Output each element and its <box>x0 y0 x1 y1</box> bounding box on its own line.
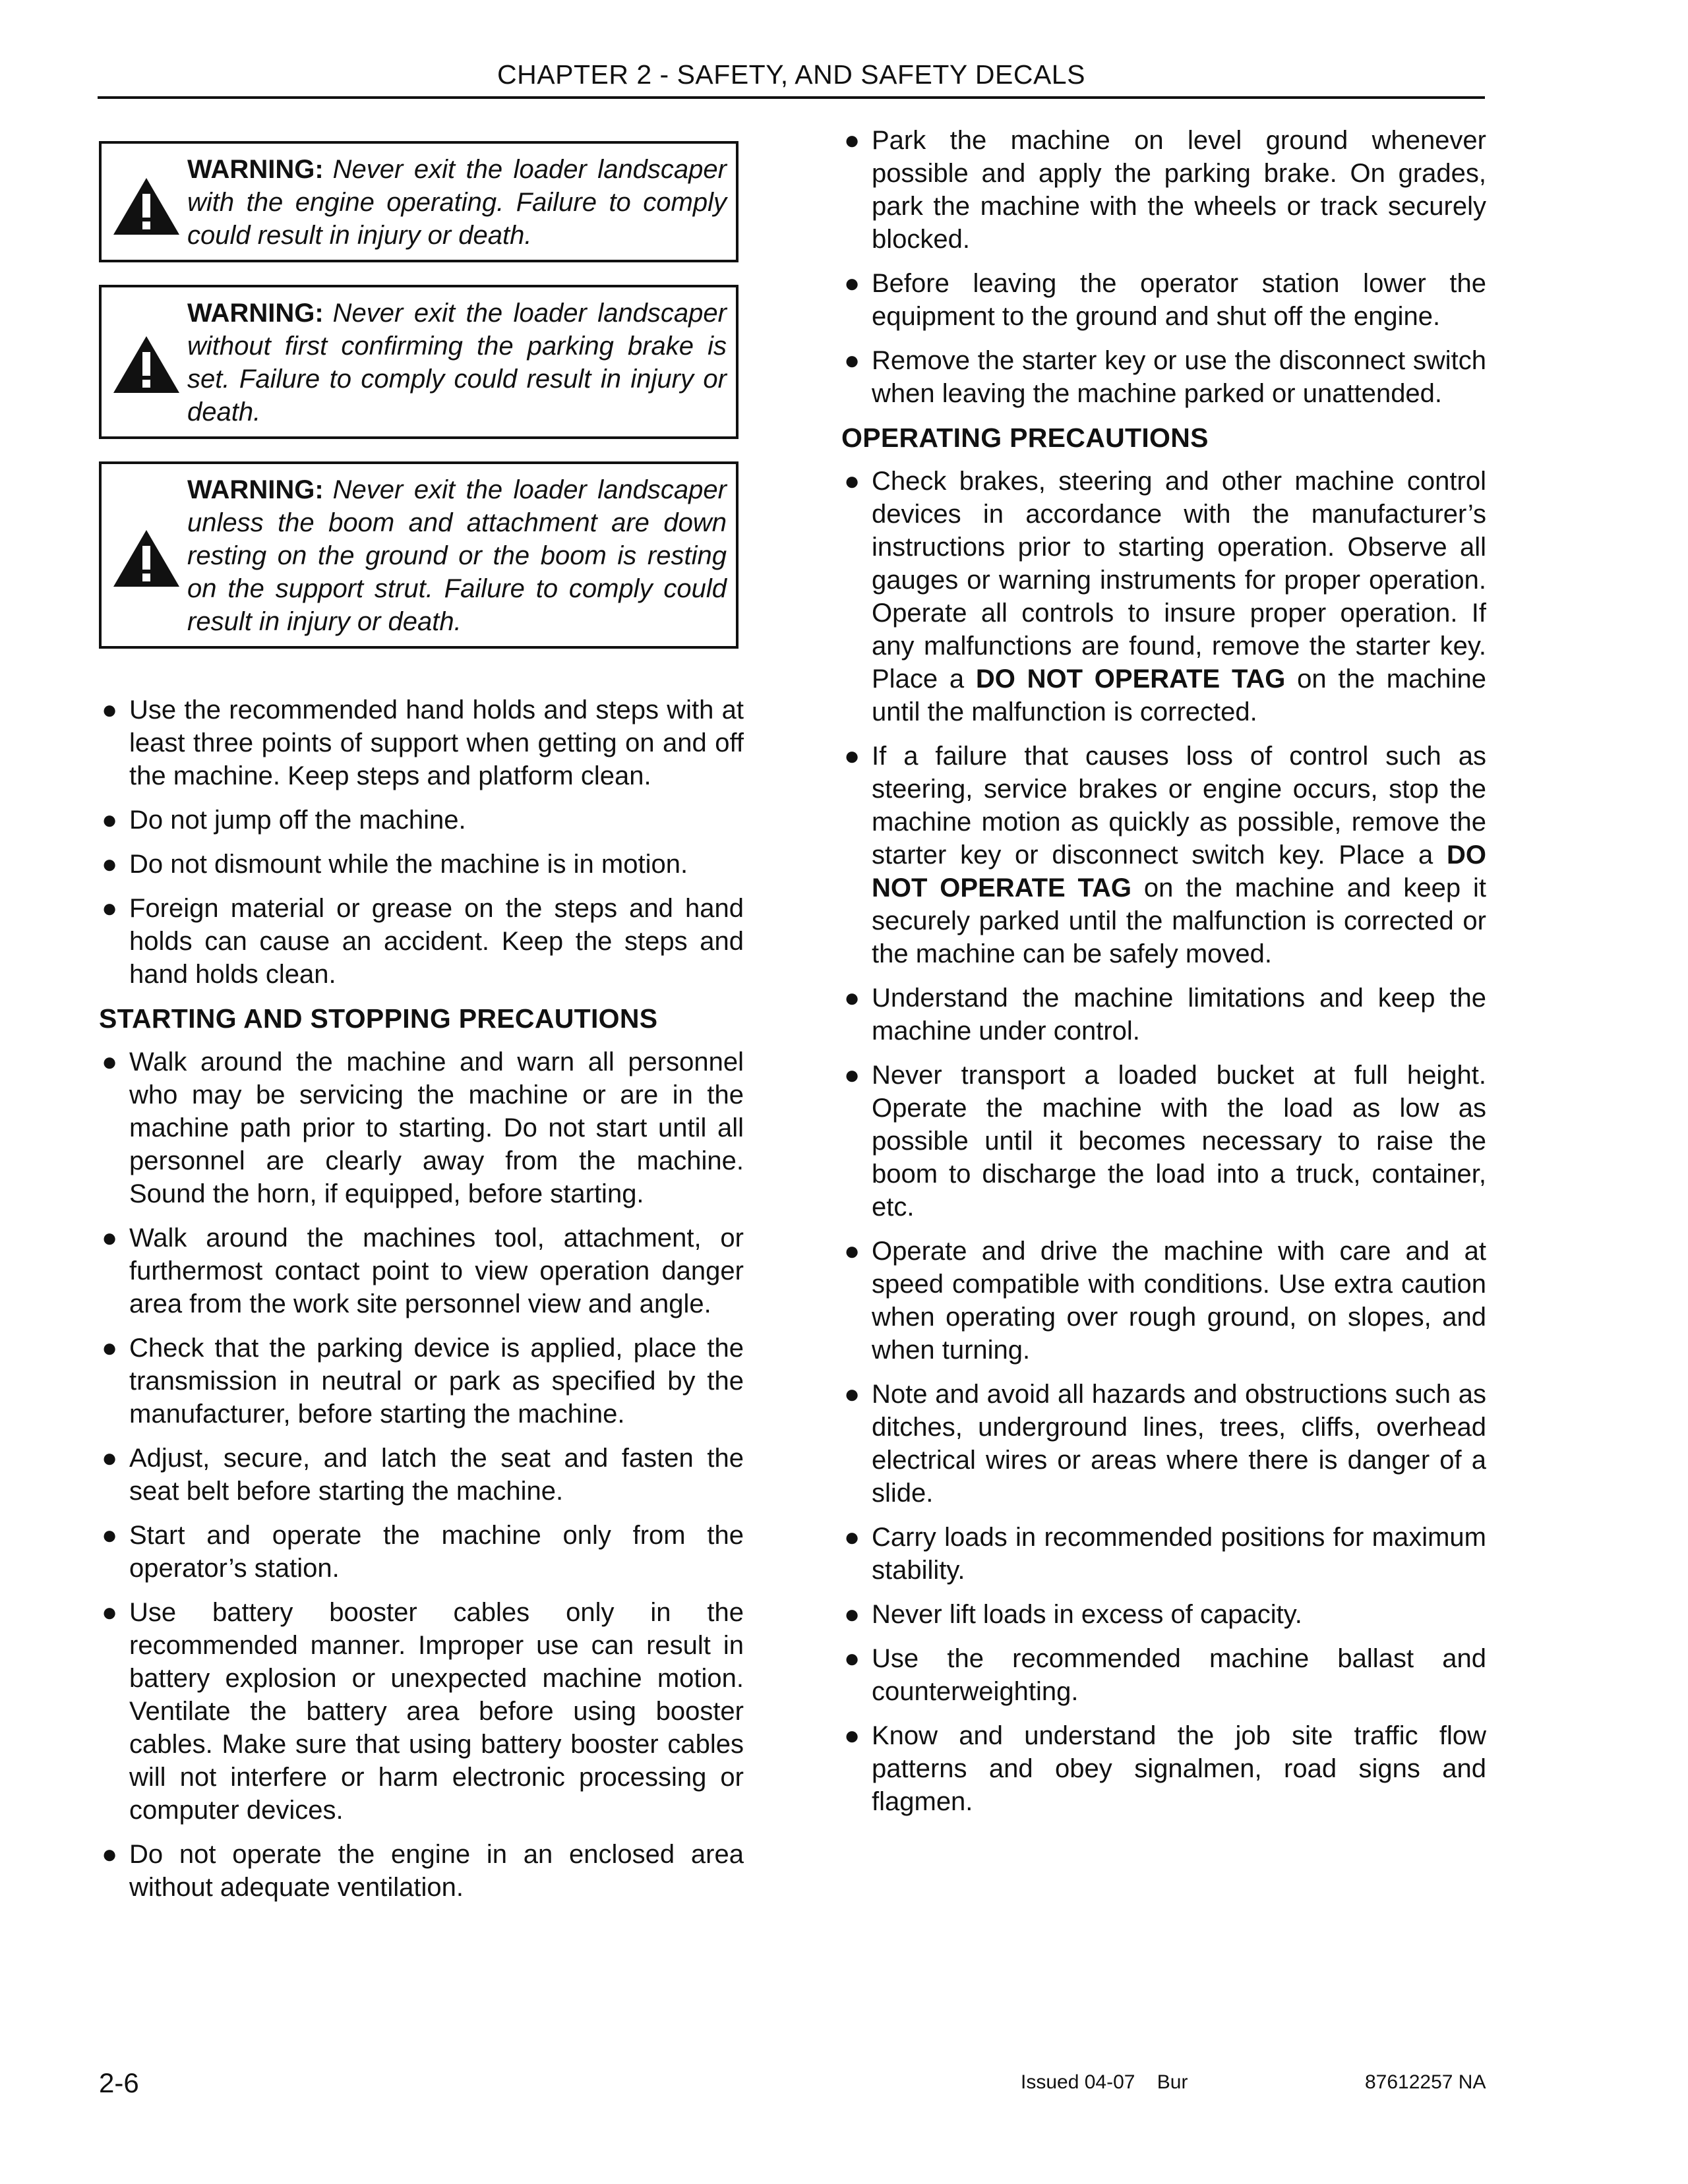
list-item: ● Never transport a loaded bucket at full height. Operate the machine with the load as low as possible until it becomes necessary to raise the boom to discharge the load into a truck, container, etc. <box>844 1061 1486 1222</box>
part-number: 87612257 NA <box>1365 2071 1486 2093</box>
operating-precautions-heading: OPERATING PRECAUTIONS <box>841 423 1209 453</box>
warning-box-1 <box>99 141 738 262</box>
list-item: ● Check brakes, steering and other machine control devices in accordance with the manufacturer’s instructions prior to starting operation. Observe all gauges or warning instruments for proper operation. Operate all controls to insure proper operation. If any malfunctions are found, remove the starter key. Place a DO NOT OPERATE TAG on the machine until the malfunction is corrected. <box>844 467 1486 726</box>
list-item: ● Before leaving the operator station lower the equipment to the ground and shut off the engine. <box>844 269 1486 331</box>
list-item: ● Remove the starter key or use the disconnect switch when leaving the machine parked or unattended. <box>844 346 1486 408</box>
right-bullet-list <box>841 124 1486 1829</box>
left-bullet-list <box>99 694 744 1915</box>
warning-box-3 <box>99 461 738 649</box>
warning-triangle-icon <box>111 334 182 396</box>
list-item: ● Understand the machine limitations and keep the machine under control. <box>844 984 1486 1046</box>
warning-text-3 <box>187 473 727 638</box>
chapter-header: CHAPTER 2 - SAFETY, AND SAFETY DECALS <box>497 59 1085 90</box>
list-item: ● Start and operate the machine only from the operator’s station. <box>102 1521 744 1583</box>
warning-body: Never exit the loader landscaper unless the boom and attachment are down resting on the ground or the boom is resting on the support strut. Failure to comply could result in injury or death. <box>187 475 727 636</box>
list-item: ● Note and avoid all hazards and obstructions such as ditches, underground lines, trees, cliffs, overhead electrical wires or areas where there is danger of a slide. <box>844 1380 1486 1508</box>
list-item: ● Check that the parking device is applied, place the transmission in neutral or park as specified by the manufacturer, before starting the machine. <box>102 1334 744 1429</box>
list-item: ● Use the recommended machine ballast and counterweighting. <box>844 1644 1486 1706</box>
starting-stopping-heading: STARTING AND STOPPING PRECAUTIONS <box>99 1003 658 1034</box>
list-item: ● Do not jump off the machine. <box>102 806 466 835</box>
list-item: ● Use the recommended hand holds and steps with at least three points of support when getting on and off the machine. Keep steps and platform clean. <box>102 695 744 790</box>
warning-triangle-icon <box>111 175 182 237</box>
list-item: ● Walk around the machines tool, attachment, or furthermost contact point to view operation danger area from the work site personnel view and angle. <box>102 1224 744 1318</box>
warning-body: Never exit the loader landscaper without first confirming the parking brake is set. Failure to comply could result in injury or death. <box>187 299 727 427</box>
warning-label: WARNING: <box>187 299 324 328</box>
list-item: ● If a failure that causes loss of control such as steering, service brakes or engine occurs, stop the machine motion as quickly as possible, remove the starter key or disconnect switch key. Place a DO NOT OPERATE TAG on the machine and keep it securely parked until the malfunction is corrected or the machine can be safely moved. <box>844 742 1486 968</box>
page-number: 2-6 <box>99 2067 139 2098</box>
list-item: ● Carry loads in recommended positions for maximum stability. <box>844 1523 1486 1585</box>
list-item: ● Know and understand the job site traffic flow patterns and obey signalmen, road signs and flagmen. <box>844 1721 1486 1816</box>
list-item: ● Do not operate the engine in an enclosed area without adequate ventilation. <box>102 1840 744 1902</box>
issued-date: Issued 04-07 Bur <box>1021 2071 1188 2093</box>
warning-box-2 <box>99 285 738 439</box>
list-item: ● Adjust, secure, and latch the seat and fasten the seat belt before starting the machine. <box>102 1444 744 1506</box>
list-item: ● Never lift loads in excess of capacity. <box>844 1600 1302 1629</box>
list-item: ● Walk around the machine and warn all personnel who may be servicing the machine or are in the machine path prior to starting. Do not start until all personnel are clearly away from the machine. Sound the horn, if equipped, before starting. <box>102 1048 744 1208</box>
warning-label: WARNING: <box>187 475 324 504</box>
list-item: ● Foreign material or grease on the steps and hand holds can cause an accident. Keep the steps and hand holds clean. <box>102 894 744 989</box>
warning-text-1 <box>187 153 727 252</box>
list-item: ● Operate and drive the machine with care and at speed compatible with conditions. Use extra caution when operating over rough ground, on slopes, and when turning. <box>844 1237 1486 1365</box>
warning-text-2 <box>187 297 727 428</box>
header-rule <box>98 96 1485 99</box>
list-item: ● Park the machine on level ground whenever possible and apply the parking brake. On grades, park the machine with the wheels or track securely blocked. <box>844 126 1486 254</box>
list-item: ● Do not dismount while the machine is in motion. <box>102 850 688 879</box>
warning-label: WARNING: <box>187 155 324 184</box>
list-item: ● Use battery booster cables only in the recommended manner. Improper use can result in battery explosion or unexpected machine motion. Ventilate the battery area before using booster cables. Make sure that using battery booster cables will not interfere or harm electronic processing or computer devices. <box>102 1598 744 1825</box>
warning-triangle-icon <box>111 527 182 589</box>
warning-body: Never exit the loader landscaper with the engine operating. Failure to comply could result in injury or death. <box>187 155 727 250</box>
